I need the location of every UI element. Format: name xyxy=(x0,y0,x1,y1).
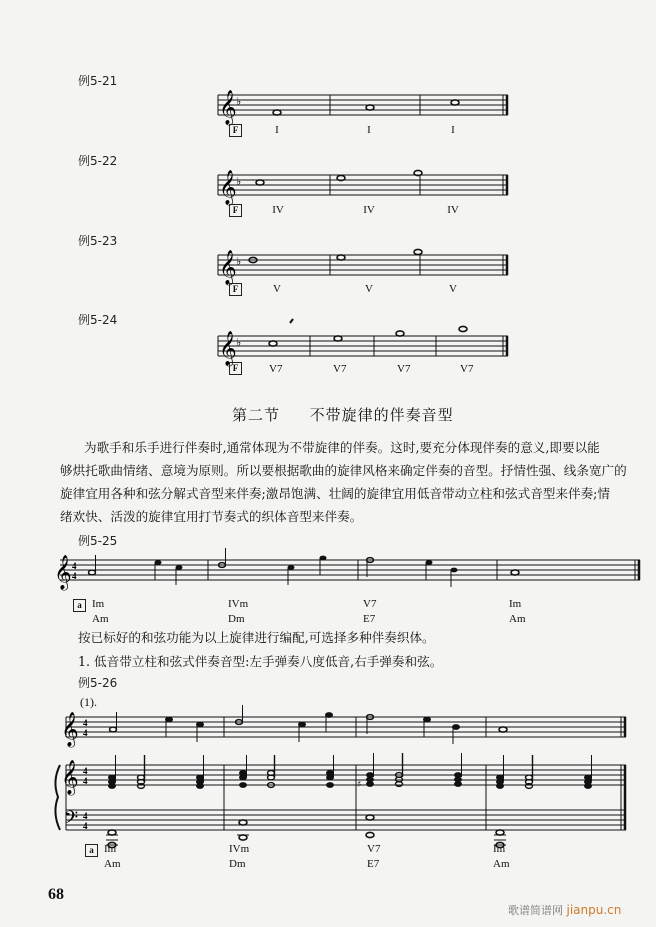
staff-5-25 xyxy=(54,555,640,598)
key-box-F: F xyxy=(229,124,242,137)
section-heading: 不带旋律的伴奏音型 xyxy=(309,406,454,424)
svg-text:♭: ♭ xyxy=(236,255,242,268)
paragraph-line: 够烘托歌曲情绪、意境为原则。所以要根据歌曲的旋律风格来确定伴奏的音型。抒情性强、线条宽广的 xyxy=(60,463,627,478)
svg-text:♭: ♭ xyxy=(236,95,242,108)
svg-text:♯: ♯ xyxy=(357,780,362,790)
watermark-url: jianpu.cn xyxy=(566,903,622,917)
svg-text:4: 4 xyxy=(83,821,88,831)
paragraph-line: 绪欢快、活泼的旋律宜用打节奏式的织体音型来伴奏。 xyxy=(60,509,363,524)
svg-text:♭: ♭ xyxy=(236,336,242,349)
roman-numeral: V7 xyxy=(269,363,283,375)
staff-5-22 xyxy=(218,170,508,205)
roman-numeral: Im xyxy=(92,598,105,610)
treble-clef-icon: 𝄞 xyxy=(219,90,237,125)
chord-symbol: E7 xyxy=(363,613,376,625)
roman-numeral: Im xyxy=(104,843,117,855)
treble-clef-icon: 𝄞 xyxy=(61,760,79,795)
instruction-text: 按已标好的和弦功能为以上旋律进行编配,可选择多种伴奏织体。 xyxy=(78,630,435,645)
svg-text:♭: ♭ xyxy=(236,175,242,188)
roman-numeral: V xyxy=(365,283,373,295)
svg-text:4: 4 xyxy=(83,766,88,776)
chord-symbol: Am xyxy=(92,613,109,625)
chord-symbol: Am xyxy=(509,613,526,625)
example-label-5-26: 例5-26 xyxy=(78,676,118,690)
staff-5-21 xyxy=(218,90,508,125)
roman-numeral: I xyxy=(275,124,279,136)
treble-clef-icon: 𝄞 xyxy=(219,170,237,205)
body-paragraph xyxy=(60,436,632,528)
key-box-a: a xyxy=(73,599,86,612)
roman-numeral: I xyxy=(451,124,455,136)
staff-5-24 xyxy=(218,331,508,366)
roman-numeral: V7 xyxy=(460,363,474,375)
roman-numeral: IV xyxy=(272,204,284,216)
sub-example-label: (1). xyxy=(80,695,97,709)
roman-numeral: V xyxy=(273,283,281,295)
svg-text:4: 4 xyxy=(72,571,77,581)
example-label-5-24: 例5-24 xyxy=(78,313,118,327)
chord-symbol: Dm xyxy=(228,613,245,625)
svg-text:4: 4 xyxy=(83,811,88,821)
svg-text:4: 4 xyxy=(83,718,88,728)
key-box-F: F xyxy=(229,362,242,375)
roman-numeral: Im xyxy=(493,843,506,855)
treble-clef-icon: 𝄞 xyxy=(219,250,237,285)
svg-text:4: 4 xyxy=(83,728,88,738)
chord-symbol: E7 xyxy=(367,858,380,870)
item-1-text: 1. 低音带立柱和弦式伴奏音型:左手弹奏八度低音,右手弹奏和弦。 xyxy=(78,654,443,669)
treble-clef-icon: 𝄞 xyxy=(219,331,237,366)
watermark xyxy=(508,902,621,918)
example-label-5-25: 例5-25 xyxy=(78,534,118,548)
key-box-F: F xyxy=(229,204,242,217)
paragraph-line: 旋律宜用各种和弦分解式音型来伴奏;激昂饱满、壮阔的旋律宜用低音带动立柱和弦式音型来伴奏;情 xyxy=(60,486,611,501)
svg-text:4: 4 xyxy=(83,776,88,786)
chord-symbol: Am xyxy=(104,858,121,870)
roman-numeral: V7 xyxy=(363,598,377,610)
roman-numeral: IV xyxy=(447,204,459,216)
roman-numeral: IV xyxy=(363,204,375,216)
treble-clef-icon: 𝄞 xyxy=(61,712,79,747)
roman-numeral: V7 xyxy=(397,363,411,375)
bass-clef-icon: 𝄢 xyxy=(64,808,79,833)
page-number: 68 xyxy=(48,886,64,903)
example-label-5-23: 例5-23 xyxy=(78,234,118,248)
staff-5-23 xyxy=(218,250,508,285)
roman-numeral: V7 xyxy=(333,363,347,375)
example-label-5-22: 例5-22 xyxy=(78,154,118,168)
example-label-5-21: 例5-21 xyxy=(78,74,118,88)
roman-numeral: V xyxy=(449,283,457,295)
watermark-site-name: 歌谱简谱网 xyxy=(508,904,563,917)
brace-icon xyxy=(55,765,60,830)
roman-numeral: IVm xyxy=(229,843,250,855)
key-box-a: a xyxy=(85,844,98,857)
roman-numeral: Im xyxy=(509,598,522,610)
chord-symbol: Am xyxy=(493,858,510,870)
key-box-F: F xyxy=(229,283,242,296)
paragraph-line: 为歌手和乐手进行伴奏时,通常体现为不带旋律的伴奏。这时,要充分体现伴奏的意义,即要以能 xyxy=(84,440,600,455)
grand-staff-5-26 xyxy=(61,712,632,855)
roman-numeral: V7 xyxy=(367,843,381,855)
section-number: 第二节 xyxy=(232,406,281,424)
section-title xyxy=(232,404,454,425)
svg-text:4: 4 xyxy=(72,561,77,571)
roman-numeral: I xyxy=(367,124,371,136)
chord-symbol: Dm xyxy=(229,858,246,870)
treble-clef-icon: 𝄞 xyxy=(54,555,72,590)
roman-numeral: IVm xyxy=(228,598,249,610)
